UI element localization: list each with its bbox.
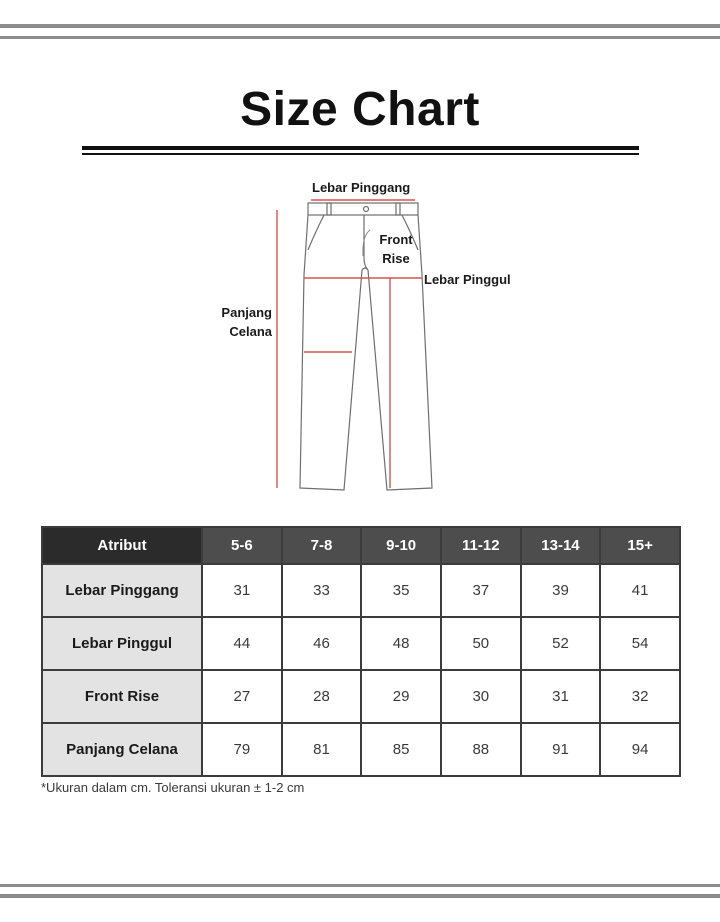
table-row — [42, 670, 680, 723]
table-cell: 54 — [600, 617, 680, 670]
row-label: Panjang Celana — [42, 723, 202, 776]
row-label: Lebar Pinggang — [42, 564, 202, 617]
table-cell: 41 — [600, 564, 680, 617]
table-cell: 48 — [361, 617, 441, 670]
table-cell: 79 — [202, 723, 282, 776]
table-cell: 46 — [282, 617, 362, 670]
row-label: Lebar Pinggul — [42, 617, 202, 670]
table-cell: 88 — [441, 723, 521, 776]
table-cell: 35 — [361, 564, 441, 617]
page-title: Size Chart — [240, 83, 480, 136]
label-front-rise — [372, 230, 420, 268]
pants-diagram — [200, 170, 540, 500]
belt-loop-right — [396, 203, 400, 215]
header-attribute: Atribut — [42, 527, 202, 564]
table-cell: 30 — [441, 670, 521, 723]
header-size-7-8: 7-8 — [282, 527, 362, 564]
table-cell: 94 — [600, 723, 680, 776]
belt-loop-left — [327, 203, 331, 215]
table-row — [42, 723, 680, 776]
table-cell: 85 — [361, 723, 441, 776]
table-cell: 31 — [521, 670, 601, 723]
label-length-line2: Celana — [229, 324, 272, 339]
top-border-outer — [0, 24, 720, 28]
table-cell: 91 — [521, 723, 601, 776]
table-cell: 31 — [202, 564, 282, 617]
label-length-line1: Panjang — [221, 305, 272, 320]
table-row — [42, 617, 680, 670]
table-cell: 44 — [202, 617, 282, 670]
title-underline-thick — [82, 146, 639, 150]
header-size-5-6: 5-6 — [202, 527, 282, 564]
top-border-inner — [0, 36, 720, 39]
label-hip: Lebar Pinggul — [424, 272, 511, 287]
label-length — [210, 303, 272, 341]
title-underline-thin — [82, 153, 639, 155]
table-cell: 81 — [282, 723, 362, 776]
header-size-13-14: 13-14 — [521, 527, 601, 564]
table-cell: 50 — [441, 617, 521, 670]
pocket-left — [308, 215, 324, 250]
size-table — [41, 526, 681, 777]
label-waist: Lebar Pinggang — [312, 180, 411, 195]
label-front-rise-line2: Rise — [382, 251, 410, 266]
label-front-rise-line1: Front — [379, 232, 413, 247]
row-label: Front Rise — [42, 670, 202, 723]
table-cell: 28 — [282, 670, 362, 723]
header-size-9-10: 9-10 — [361, 527, 441, 564]
table-cell: 27 — [202, 670, 282, 723]
table-cell: 32 — [600, 670, 680, 723]
table-cell: 39 — [521, 564, 601, 617]
table-cell: 29 — [361, 670, 441, 723]
footnote: *Ukuran dalam cm. Toleransi ukuran ± 1-2 cm — [41, 780, 305, 795]
header-size-15-plus: 15+ — [600, 527, 680, 564]
waist-button — [364, 207, 369, 212]
fly-seam — [364, 215, 368, 270]
table-row — [42, 564, 680, 617]
bottom-border-outer — [0, 894, 720, 898]
table-header-row — [42, 527, 680, 564]
table-cell: 33 — [282, 564, 362, 617]
header-size-11-12: 11-12 — [441, 527, 521, 564]
table-cell: 37 — [441, 564, 521, 617]
table-cell: 52 — [521, 617, 601, 670]
bottom-border-inner — [0, 884, 720, 887]
